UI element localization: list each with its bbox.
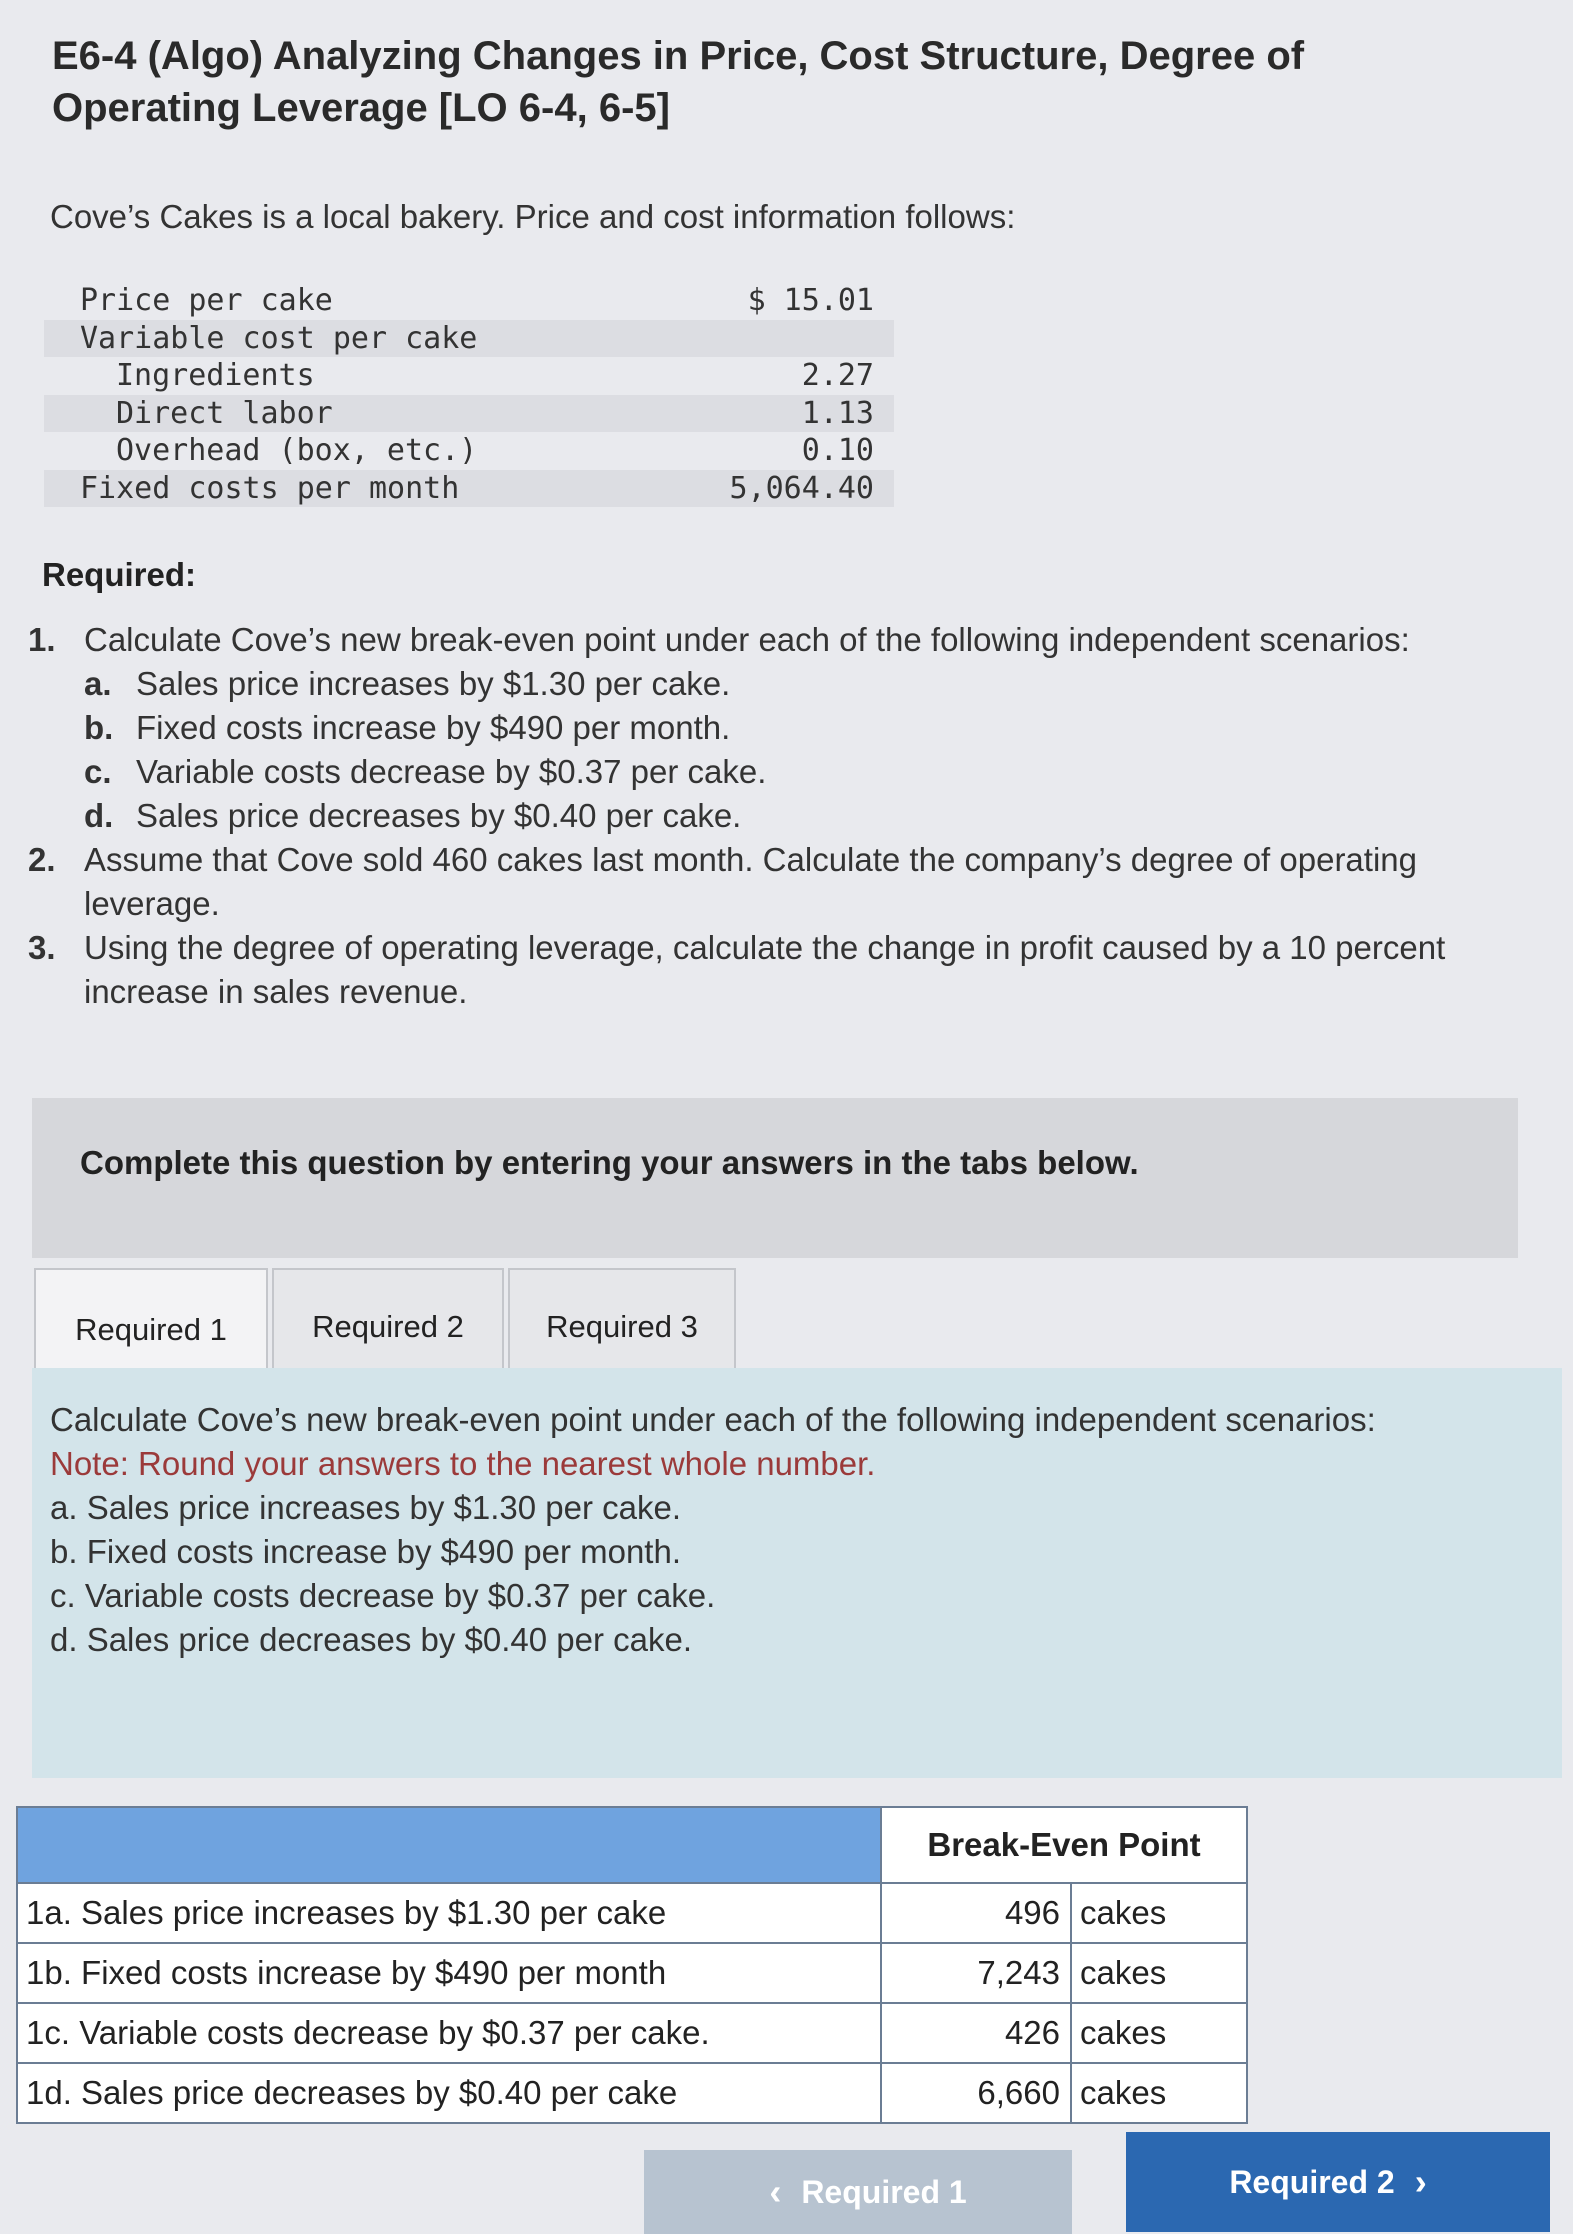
panel-content bbox=[50, 1398, 1550, 1662]
panel-item-a: a. Sales price increases by $1.30 per cake. bbox=[50, 1489, 682, 1526]
cost-row-labor bbox=[44, 395, 894, 433]
table-row bbox=[17, 1883, 1247, 1943]
table-row bbox=[17, 1943, 1247, 2003]
prev-button-label: Required 1 bbox=[801, 2173, 967, 2210]
cost-value: 5,064.40 bbox=[729, 470, 874, 506]
cost-value: 0.10 bbox=[801, 433, 874, 468]
requirement-2 bbox=[28, 838, 1478, 926]
rounding-note: Note: Round your answers to the nearest whole number. bbox=[50, 1445, 876, 1482]
requirement-number: 2. bbox=[28, 841, 56, 878]
cost-table bbox=[44, 282, 894, 507]
next-required-button[interactable] bbox=[1126, 2132, 1550, 2232]
sub-letter: c. bbox=[84, 753, 112, 790]
scenario-label: 1d. Sales price decreases by $0.40 per cake bbox=[17, 2063, 881, 2123]
table-row bbox=[17, 2003, 1247, 2063]
sub-letter: b. bbox=[84, 709, 114, 746]
cost-label: Variable cost per cake bbox=[80, 320, 478, 356]
unit-label: cakes bbox=[1071, 1943, 1247, 2003]
next-button-label: Required 2 bbox=[1229, 2163, 1395, 2200]
break-even-input-1b[interactable]: 7,243 bbox=[881, 1943, 1071, 2003]
intro-text: Cove’s Cakes is a local bakery. Price and cost information follows: bbox=[50, 198, 1016, 235]
tab-panel bbox=[32, 1368, 1562, 1778]
chevron-left-icon: ‹ bbox=[769, 2171, 782, 2212]
unit-label: cakes bbox=[1071, 1883, 1247, 1943]
table-header-row bbox=[17, 1807, 1247, 1883]
requirement-text: Using the degree of operating leverage, calculate the change in profit caused by a 10 percent increase in sales revenue. bbox=[84, 929, 1446, 1010]
panel-item-c: c. Variable costs decrease by $0.37 per cake. bbox=[50, 1577, 716, 1614]
scenario-label: 1c. Variable costs decrease by $0.37 per cake. bbox=[17, 2003, 881, 2063]
cost-row-overhead bbox=[44, 432, 894, 470]
break-even-header: Break-Even Point bbox=[881, 1807, 1247, 1883]
requirement-3 bbox=[28, 926, 1478, 1014]
chevron-right-icon: › bbox=[1414, 2161, 1427, 2202]
cost-label: Overhead (box, etc.) bbox=[116, 433, 478, 468]
panel-prompt: Calculate Cove’s new break-even point under each of the following independent scenarios: bbox=[50, 1401, 1376, 1438]
cost-label: Fixed costs per month bbox=[80, 470, 460, 506]
sub-text: Sales price increases by $1.30 per cake. bbox=[136, 665, 731, 702]
requirement-sub-c bbox=[28, 750, 1478, 794]
requirement-1 bbox=[28, 618, 1478, 662]
sub-text: Variable costs decrease by $0.37 per cake. bbox=[136, 753, 767, 790]
requirement-sub-b bbox=[28, 706, 1478, 750]
cost-value: 2.27 bbox=[801, 358, 874, 393]
break-even-input-1c[interactable]: 426 bbox=[881, 2003, 1071, 2063]
unit-label: cakes bbox=[1071, 2063, 1247, 2123]
cost-label: Direct labor bbox=[116, 395, 333, 431]
instructions-banner bbox=[32, 1098, 1518, 1258]
cost-label: Price per cake bbox=[80, 283, 333, 318]
cost-row-variable bbox=[44, 320, 894, 358]
cost-label: Ingredients bbox=[116, 358, 315, 393]
header-blank-cell bbox=[17, 1807, 881, 1883]
requirement-text: Assume that Cove sold 460 cakes last month. Calculate the company’s degree of operating leverage. bbox=[84, 841, 1417, 922]
requirement-text: Calculate Cove’s new break-even point under each of the following independent scenarios: bbox=[84, 621, 1410, 658]
requirement-sub-a bbox=[28, 662, 1478, 706]
banner-text: Complete this question by entering your answers in the tabs below. bbox=[80, 1144, 1139, 1181]
requirement-number: 1. bbox=[28, 621, 56, 658]
panel-item-b: b. Fixed costs increase by $490 per month. bbox=[50, 1533, 681, 1570]
required-heading: Required: bbox=[42, 556, 197, 593]
requirement-sub-d bbox=[28, 794, 1478, 838]
prev-required-button[interactable] bbox=[644, 2150, 1072, 2234]
scenario-label: 1b. Fixed costs increase by $490 per month bbox=[17, 1943, 881, 2003]
unit-label: cakes bbox=[1071, 2003, 1247, 2063]
cost-row-fixed bbox=[44, 470, 894, 508]
sub-text: Sales price decreases by $0.40 per cake. bbox=[136, 797, 742, 834]
cost-value: 1.13 bbox=[801, 395, 874, 431]
table-row bbox=[17, 2063, 1247, 2123]
sub-text: Fixed costs increase by $490 per month. bbox=[136, 709, 731, 746]
sub-letter: d. bbox=[84, 797, 114, 834]
scenario-label: 1a. Sales price increases by $1.30 per cake bbox=[17, 1883, 881, 1943]
tab-required-1[interactable]: Required 1 bbox=[34, 1268, 268, 1390]
requirement-number: 3. bbox=[28, 929, 56, 966]
requirements-list bbox=[28, 618, 1478, 1014]
cost-row-price bbox=[44, 282, 894, 320]
tab-required-3[interactable]: Required 3 bbox=[508, 1268, 736, 1386]
tab-required-2[interactable]: Required 2 bbox=[272, 1268, 504, 1386]
page-title: E6-4 (Algo) Analyzing Changes in Price, Cost Structure, Degree of Operating Leverage [LO 6-4, 6-5] bbox=[52, 34, 1305, 130]
break-even-input-1d[interactable]: 6,660 bbox=[881, 2063, 1071, 2123]
break-even-table bbox=[16, 1806, 1248, 2124]
sub-letter: a. bbox=[84, 665, 112, 702]
break-even-input-1a[interactable]: 496 bbox=[881, 1883, 1071, 1943]
cost-value: $ 15.01 bbox=[747, 283, 874, 318]
panel-item-d: d. Sales price decreases by $0.40 per cake. bbox=[50, 1621, 693, 1658]
cost-row-ingredients bbox=[44, 357, 894, 395]
